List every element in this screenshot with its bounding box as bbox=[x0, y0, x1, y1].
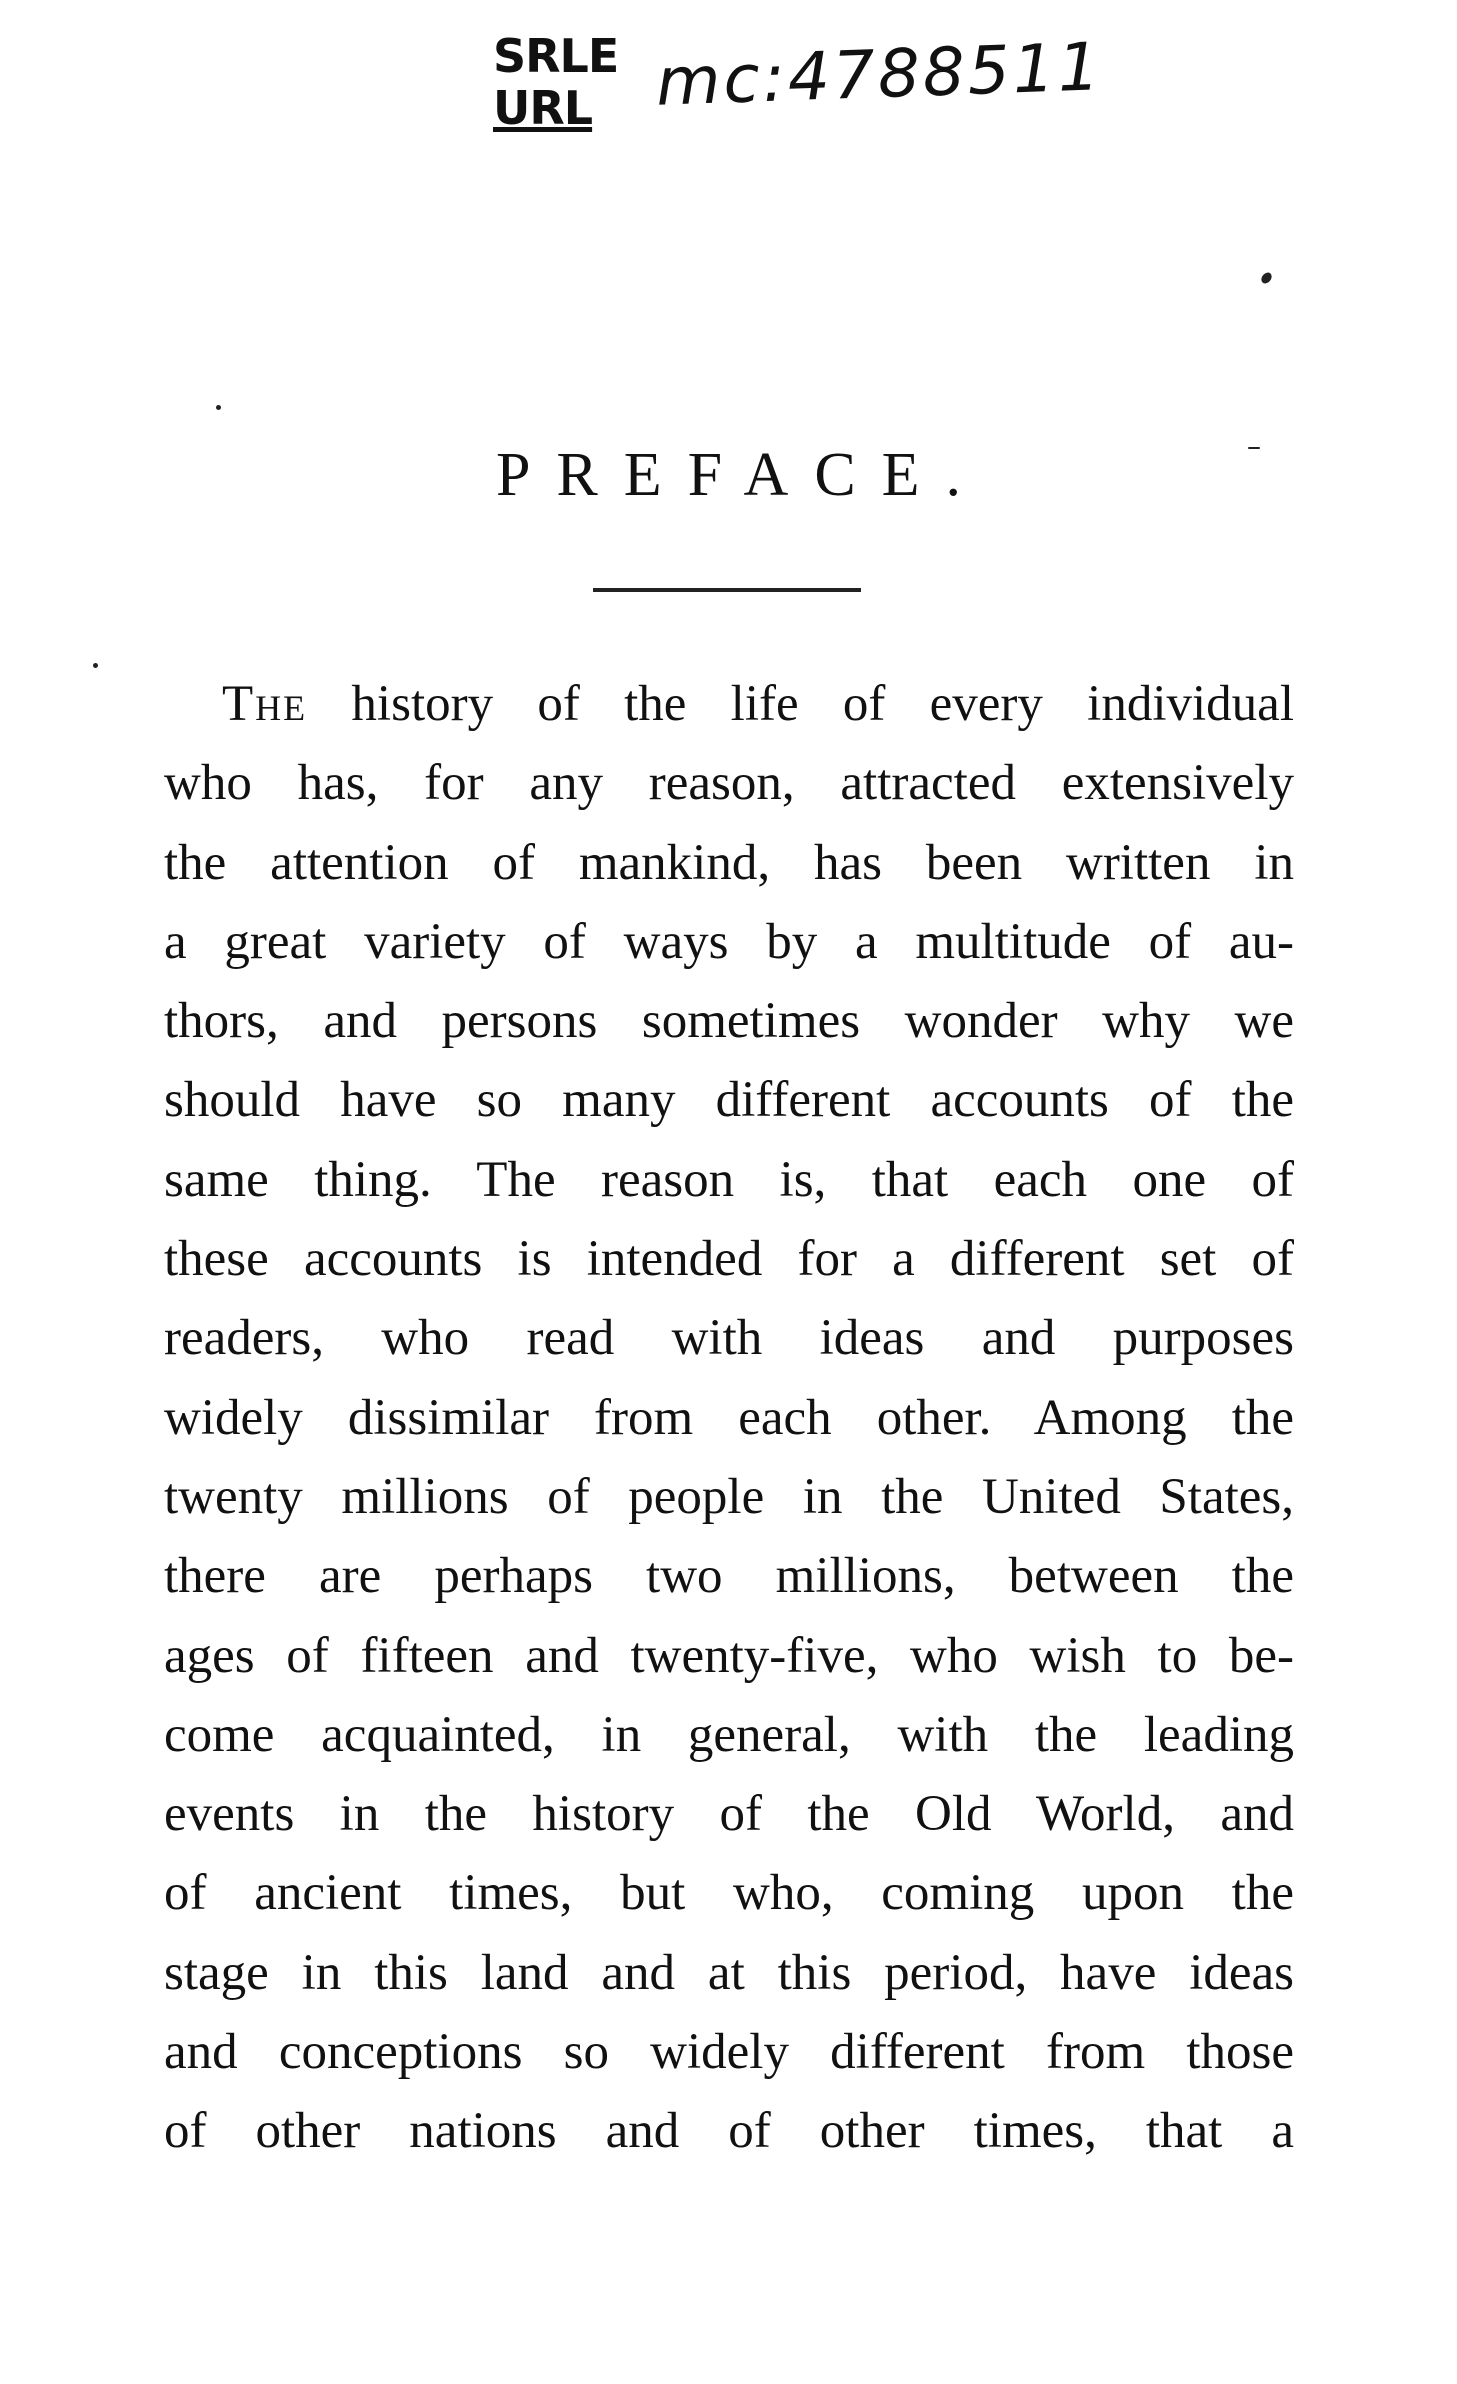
text-line: who has, for any reason, attracted extensively bbox=[164, 755, 1294, 812]
text-line: ages of fifteen and twenty-five, who wish to be- bbox=[164, 1627, 1294, 1684]
ink-speck bbox=[93, 663, 98, 668]
title-divider bbox=[593, 588, 861, 592]
handwritten-catalog-number: mc:4788511 bbox=[654, 28, 1104, 121]
ink-speck bbox=[216, 405, 221, 410]
text-line: come acquainted, in general, with the leading bbox=[164, 1706, 1294, 1763]
text-line: thors, and persons sometimes wonder why we bbox=[164, 993, 1294, 1050]
text-line: stage in this land and at this period, have ideas bbox=[164, 1944, 1294, 2001]
text-line: readers, who read with ideas and purposes bbox=[164, 1310, 1294, 1367]
text-line: events in the history of the Old World, and bbox=[164, 1786, 1294, 1843]
text-line: The history of the life of every individual bbox=[222, 676, 1294, 732]
text-line: same thing. The reason is, that each one of bbox=[164, 1151, 1294, 1208]
library-stamp bbox=[493, 30, 618, 134]
stamp-line-2: URL bbox=[493, 81, 593, 135]
text-line: and conceptions so widely different from those bbox=[164, 2024, 1294, 2081]
text-line: twenty millions of people in the United States, bbox=[164, 1468, 1294, 1525]
page-title: PREFACE. bbox=[495, 441, 988, 509]
text-line: there are perhaps two millions, between the bbox=[164, 1548, 1294, 1605]
drop-word: The bbox=[222, 676, 308, 732]
text-line: of ancient times, but who, coming upon the bbox=[164, 1865, 1294, 1922]
stamp-line-1: SRLE bbox=[493, 29, 619, 83]
text-line: widely dissimilar from each other. Among the bbox=[164, 1389, 1294, 1446]
preface-body bbox=[164, 665, 1294, 2172]
text-line: the attention of mankind, has been written in bbox=[164, 834, 1294, 891]
text-line: these accounts is intended for a different set of bbox=[164, 1231, 1294, 1288]
ink-speck bbox=[1259, 271, 1274, 286]
text-line: a great variety of ways by a multitude of au- bbox=[164, 913, 1294, 970]
text-line: should have so many different accounts of the bbox=[164, 1072, 1294, 1129]
text-line: of other nations and of other times, that a bbox=[164, 2103, 1294, 2160]
